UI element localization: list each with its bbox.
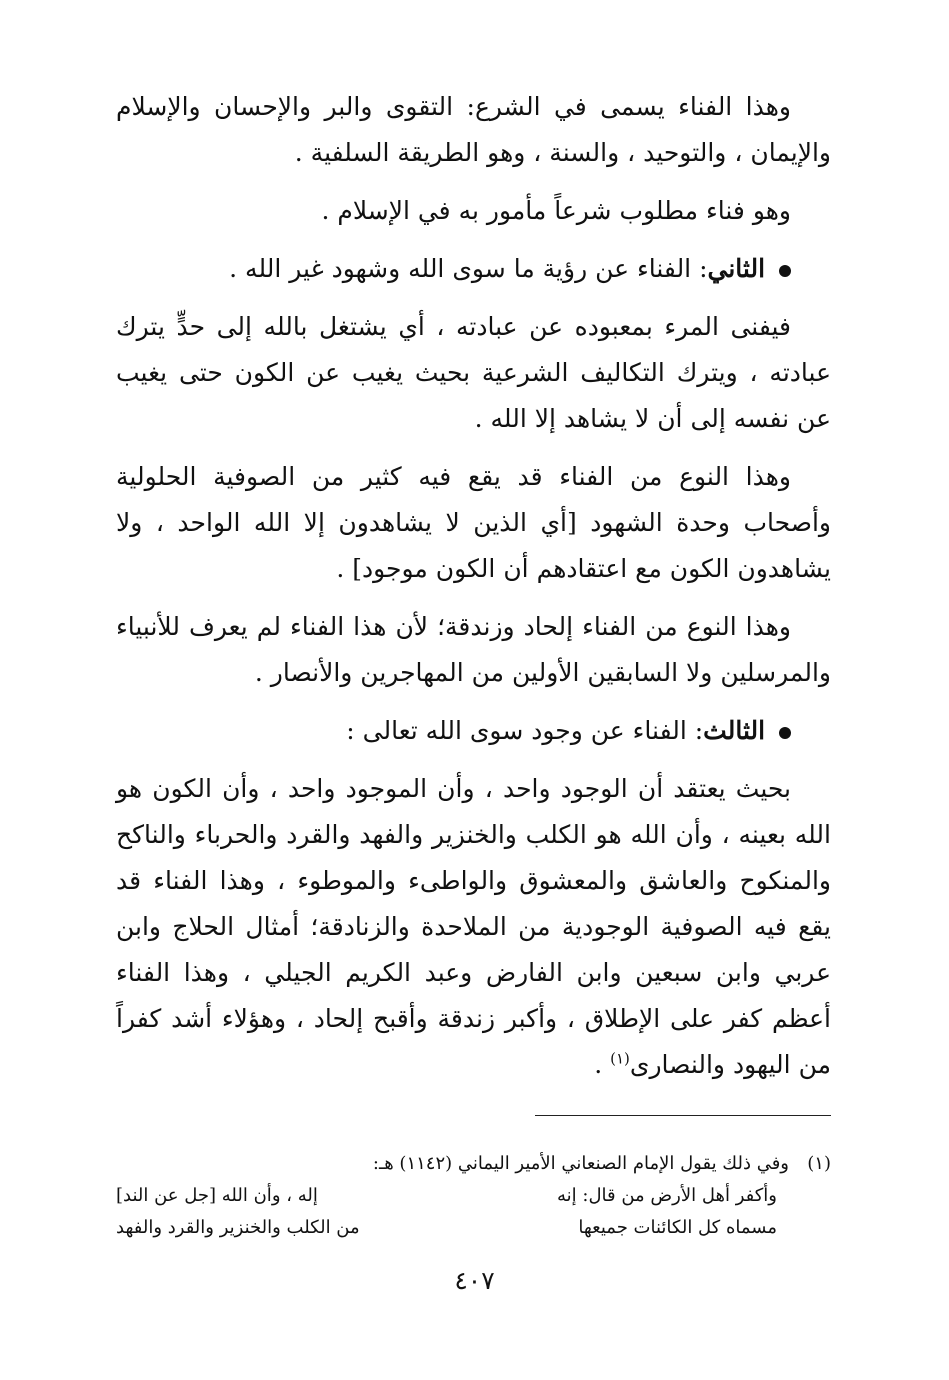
bullet-icon bbox=[779, 265, 791, 277]
third-type-label: الثالث bbox=[703, 716, 766, 745]
paragraph-2: وهو فناء مطلوب شرعاً مأمور به في الإسلام . bbox=[321, 196, 791, 225]
verse-line-1 bbox=[116, 1180, 777, 1212]
footnote-section bbox=[116, 1148, 831, 1244]
paragraph-6 bbox=[116, 766, 831, 1088]
footnote-intro-line bbox=[116, 1148, 831, 1180]
paragraph-1: وهذا الفناء يسمى في الشرع: التقوى والبر والإحسان والإسلام والإيمان ، والتوحيد ، والسنة ، وهو الطريقة السلفية . bbox=[116, 92, 831, 167]
paragraph-4: وهذا النوع من الفناء قد يقع فيه كثير من الصوفية الحلولية وأصحاب وحدة الشهود [أي الذين لا يشاهدون إلا الله الواحد ، ولا يشاهدون الكون مع اعتقادهم أن الكون موجود] . bbox=[116, 462, 831, 583]
page-number: ٤٠٧ bbox=[454, 1266, 495, 1295]
main-text bbox=[116, 84, 831, 1100]
bullet-icon bbox=[779, 727, 791, 739]
verse-2-first-hemistich: مسماه كل الكائنات جميعها bbox=[578, 1217, 777, 1238]
footnote-reference: (١) bbox=[610, 1049, 630, 1068]
paragraph-3: فيفنى المرء بمعبوده عن عبادته ، أي يشتغل بالله إلى حدٍّ يترك عبادته ، ويترك التكاليف الشرعية بحيث يغيب عن الكون حتى يغيب عن نفسه إلى أن لا يشاهد إلا الله . bbox=[116, 312, 831, 433]
footnote-divider bbox=[535, 1115, 831, 1116]
second-type-label: الثاني bbox=[707, 254, 766, 283]
paragraph-5: وهذا النوع من الفناء إلحاد وزندقة؛ لأن هذا الفناء لم يعرف للأنبياء والمرسلين ولا السابقين الأولين من المهاجرين والأنصار . bbox=[116, 612, 831, 687]
paragraph-6-text: بحيث يعتقد أن الوجود واحد ، وأن الموجود واحد ، وأن الكون هو الله بعينه ، وأن الله هو الكلب والخنزير والفهد والقرد والحرباء والناكح والمنكوح والعاشق والمعشوق والواطىء والموطوء ، وهذا الفناء قد يقع فيه الصوفية الوجودية من الملاحدة والزنادقة؛ أمثال الحلاج وابن عربي وابن سبعين وابن الفارض وعبد الكريم الجيلي ، وهذا الفناء أعظم كفر على الإطلاق ، وأكبر زندقة وأقبح إلحاد ، وهؤلاء أشد كفراً من اليهود والنصارى bbox=[116, 774, 831, 1079]
paragraph-6-end: . bbox=[594, 1050, 611, 1079]
second-type-text: : الفناء عن رؤية ما سوى الله وشهود غير الله . bbox=[229, 254, 708, 283]
verse-2-second-hemistich: من الكلب والخنزير والقرد والفهد bbox=[116, 1217, 360, 1238]
footnote-marker: (١) bbox=[807, 1153, 831, 1174]
second-type-line bbox=[116, 246, 831, 292]
footnote-intro: وفي ذلك يقول الإمام الصنعاني الأمير اليماني (١١٤٢) هـ: bbox=[372, 1153, 789, 1174]
verse-1-first-hemistich: وأكفر أهل الأرض من قال: إنه bbox=[557, 1185, 777, 1206]
verse-line-2 bbox=[116, 1212, 777, 1244]
third-type-line bbox=[116, 708, 831, 754]
verse-1-second-hemistich: إله ، وأن الله [جل عن الند] bbox=[116, 1185, 318, 1206]
third-type-text: : الفناء عن وجود سوى الله تعالى : bbox=[346, 716, 704, 745]
